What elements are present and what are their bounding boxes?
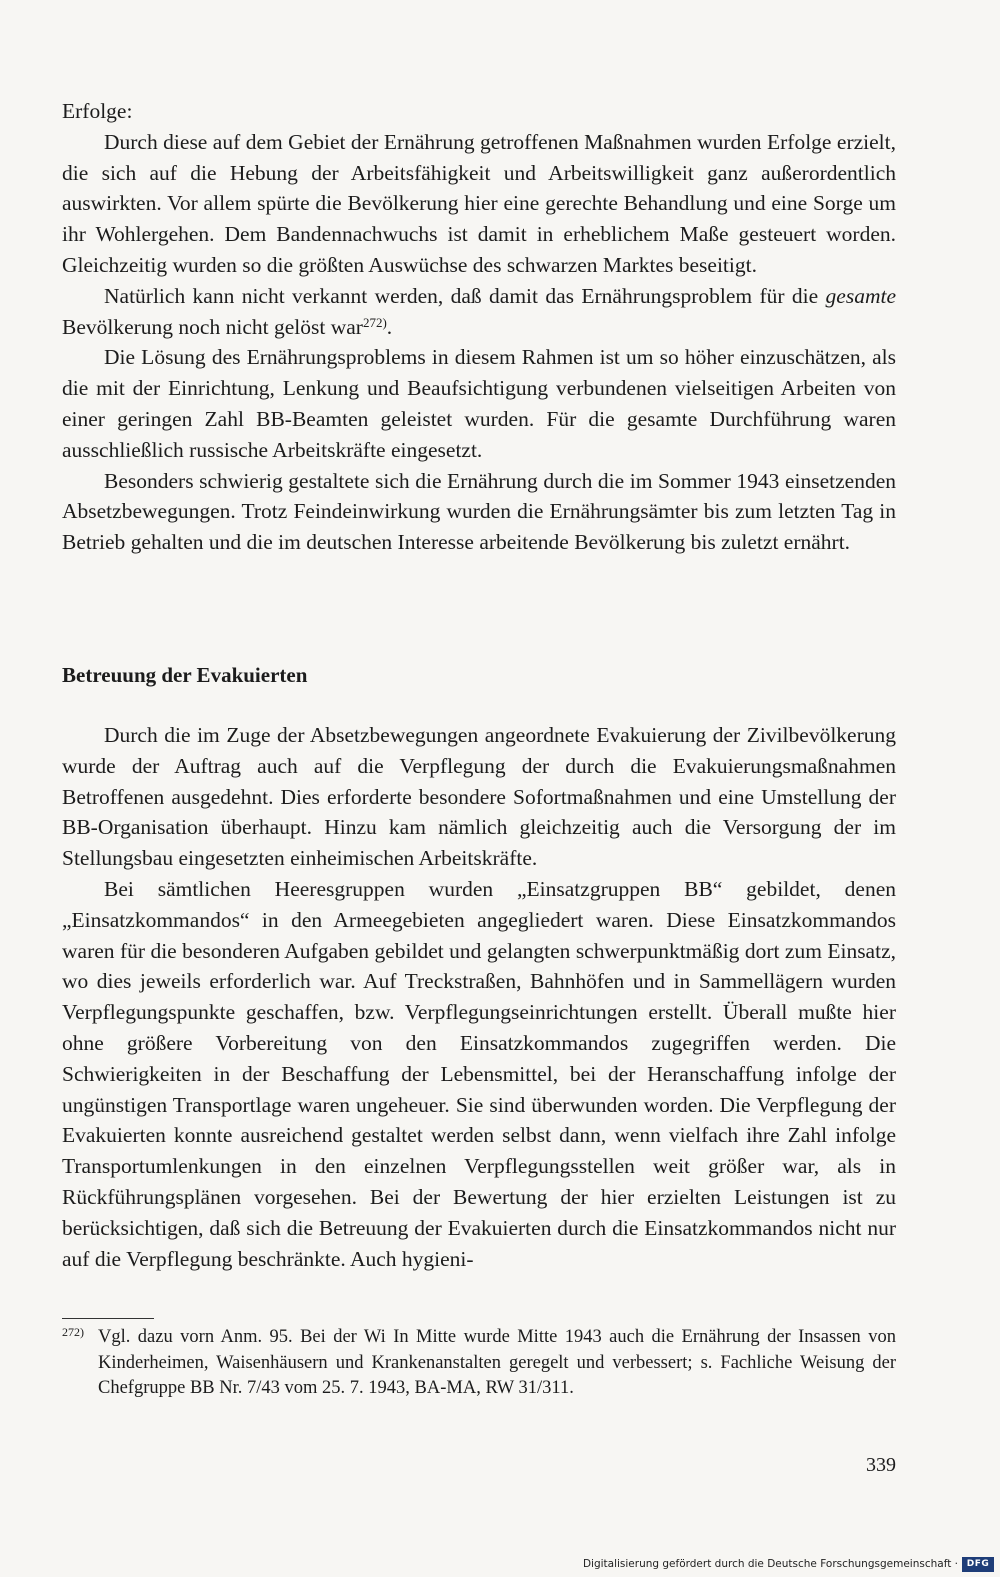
paragraph-footnoted-end: . — [386, 314, 393, 339]
footnote-marker — [62, 1325, 98, 1402]
footnote-divider — [62, 1318, 154, 1319]
dfg-logo-icon: DFG — [962, 1557, 994, 1572]
emphasis-gesamte: gesamte — [825, 283, 896, 308]
paragraph-loesung: Die Lösung des Ernährungsproblems in diesem Rahmen ist um so höher einzuschätzen, als die mit der Einrichtung, Lenkung und Beaufsichtigung verbundenen vielseitigen Arbeiten von einer geringen Zahl BB-Beamten geleistet wurden. Für die gesamte Durchführung waren ausschließlich russische Arbeitskräfte eingesetzt. — [62, 345, 896, 462]
paragraph-footnoted-before: Natürlich kann nicht verkannt werden, daß damit das Ernährungsproblem für die — [104, 283, 826, 308]
page-number: 339 — [866, 1454, 896, 1476]
digitization-credit: Digitalisierung gefördert durch die Deutsche Forschungsgemeinschaft · — [582, 1558, 958, 1570]
paragraph-einsatzgruppen: Bei sämtlichen Heeresgruppen wurden „Einsatzgruppen BB“ gebildet, denen „Einsatzkommandos“ in den Armeegebieten angegliedert waren. Diese Einsatzkommandos waren für die besonderen Aufgaben gebildet und gelangten schwerpunktmäßig dort zum Einsatz, wo dies jeweils erforderlich war. Auf Treckstraßen, Bahnhöfen und in Sammellägern wurden Verpflegungspunkte geschaffen, bzw. Verpflegungseinrichtungen erstellt. Überall mußte hier ohne größere Vorbereitung von den Einsatzkommandos zugegriffen werden. Die Schwierigkeiten in der Beschaffung der Lebensmittel, bei der Heranschaffung infolge der ungünstigen Transportlage waren ungeheuer. Sie sind überwunden worden. Die Verpflegung der Evakuierten konnte ausreichend gestaltet werden selbst dann, wenn vielfach ihre Zahl infolge Transportumlenkungen in den einzelnen Verpflegungsstellen weit größer war, als in Rückführungsplänen vorgesehen. Bei der Bewertung der hier erzielten Leistungen ist zu berücksichtigen, daß sich die Betreuung der Evakuierten durch die Einsatzkommandos nicht nur auf die Verpflegung beschränkte. Auch hygieni- — [62, 876, 896, 1271]
footnote-text: Vgl. dazu vorn Anm. 95. Bei der Wi In Mitte wurde Mitte 1943 auch die Ernährung der Insassen von Kinderheimen, Waisenhäusern und Krankenanstalten geregelt und verbessert; s. Fachliche Weisung der Chefgruppe BB Nr. 7/43 vom 25. 7. 1943, BA-MA, RW 31/311. — [98, 1327, 896, 1398]
paragraph-label-erfolge: Erfolge: — [62, 99, 133, 123]
footnote-reference[interactable]: 272) — [362, 314, 387, 330]
footnote-marker-number: 272) — [62, 1325, 84, 1339]
text-block-top — [62, 96, 896, 558]
text-block-section — [62, 720, 896, 1274]
section-heading: Betreuung der Evakuierten — [62, 663, 308, 687]
footnote — [62, 1325, 896, 1402]
paragraph-footnoted-after: Bevölkerung noch nicht gelöst war — [62, 314, 363, 339]
paragraph-erfolge: Durch diese auf dem Gebiet der Ernährung getroffenen Maßnahmen wurden Erfolge erzielt, die sich auf die Hebung der Arbeitsfähigkeit und Arbeitswilligkeit ganz außerordentlich auswirkten. Vor allem spürte die Bevölkerung hier eine gerechte Behandlung und eine Sorge um ihr Wohlergehen. Dem Bandennachwuchs ist damit in erheblichem Maße gesteuert worden. Gleichzeitig wurden so die größten Auswüchse des schwarzen Marktes beseitigt. — [62, 129, 896, 277]
paragraph-evakuierung: Durch die im Zuge der Absetzbewegungen angeordnete Evakuierung der Zivilbevölkerung wurde der Auftrag auch auf die Verpflegung der durch die Evakuierungsmaßnahmen Betroffenen ausgedehnt. Dies erforderte besondere Sofortmaßnahmen und eine Umstellung der BB-Organisation überhaupt. Hinzu kam nämlich gleichzeitig auch die Versorgung der im Stellungsbau eingesetzten einheimischen Arbeitskräfte. — [62, 723, 896, 871]
paragraph-absetzbewegungen: Besonders schwierig gestaltete sich die Ernährung durch die im Sommer 1943 einsetzenden Absetzbewegungen. Trotz Feindeinwirkung wurden die Ernährungsämter bis zum letzten Tag in Betrieb gehalten und die im deutschen Interesse arbeitende Bevölkerung bis zuletzt ernährt. — [62, 468, 896, 555]
paragraph-footnoted — [62, 281, 896, 343]
